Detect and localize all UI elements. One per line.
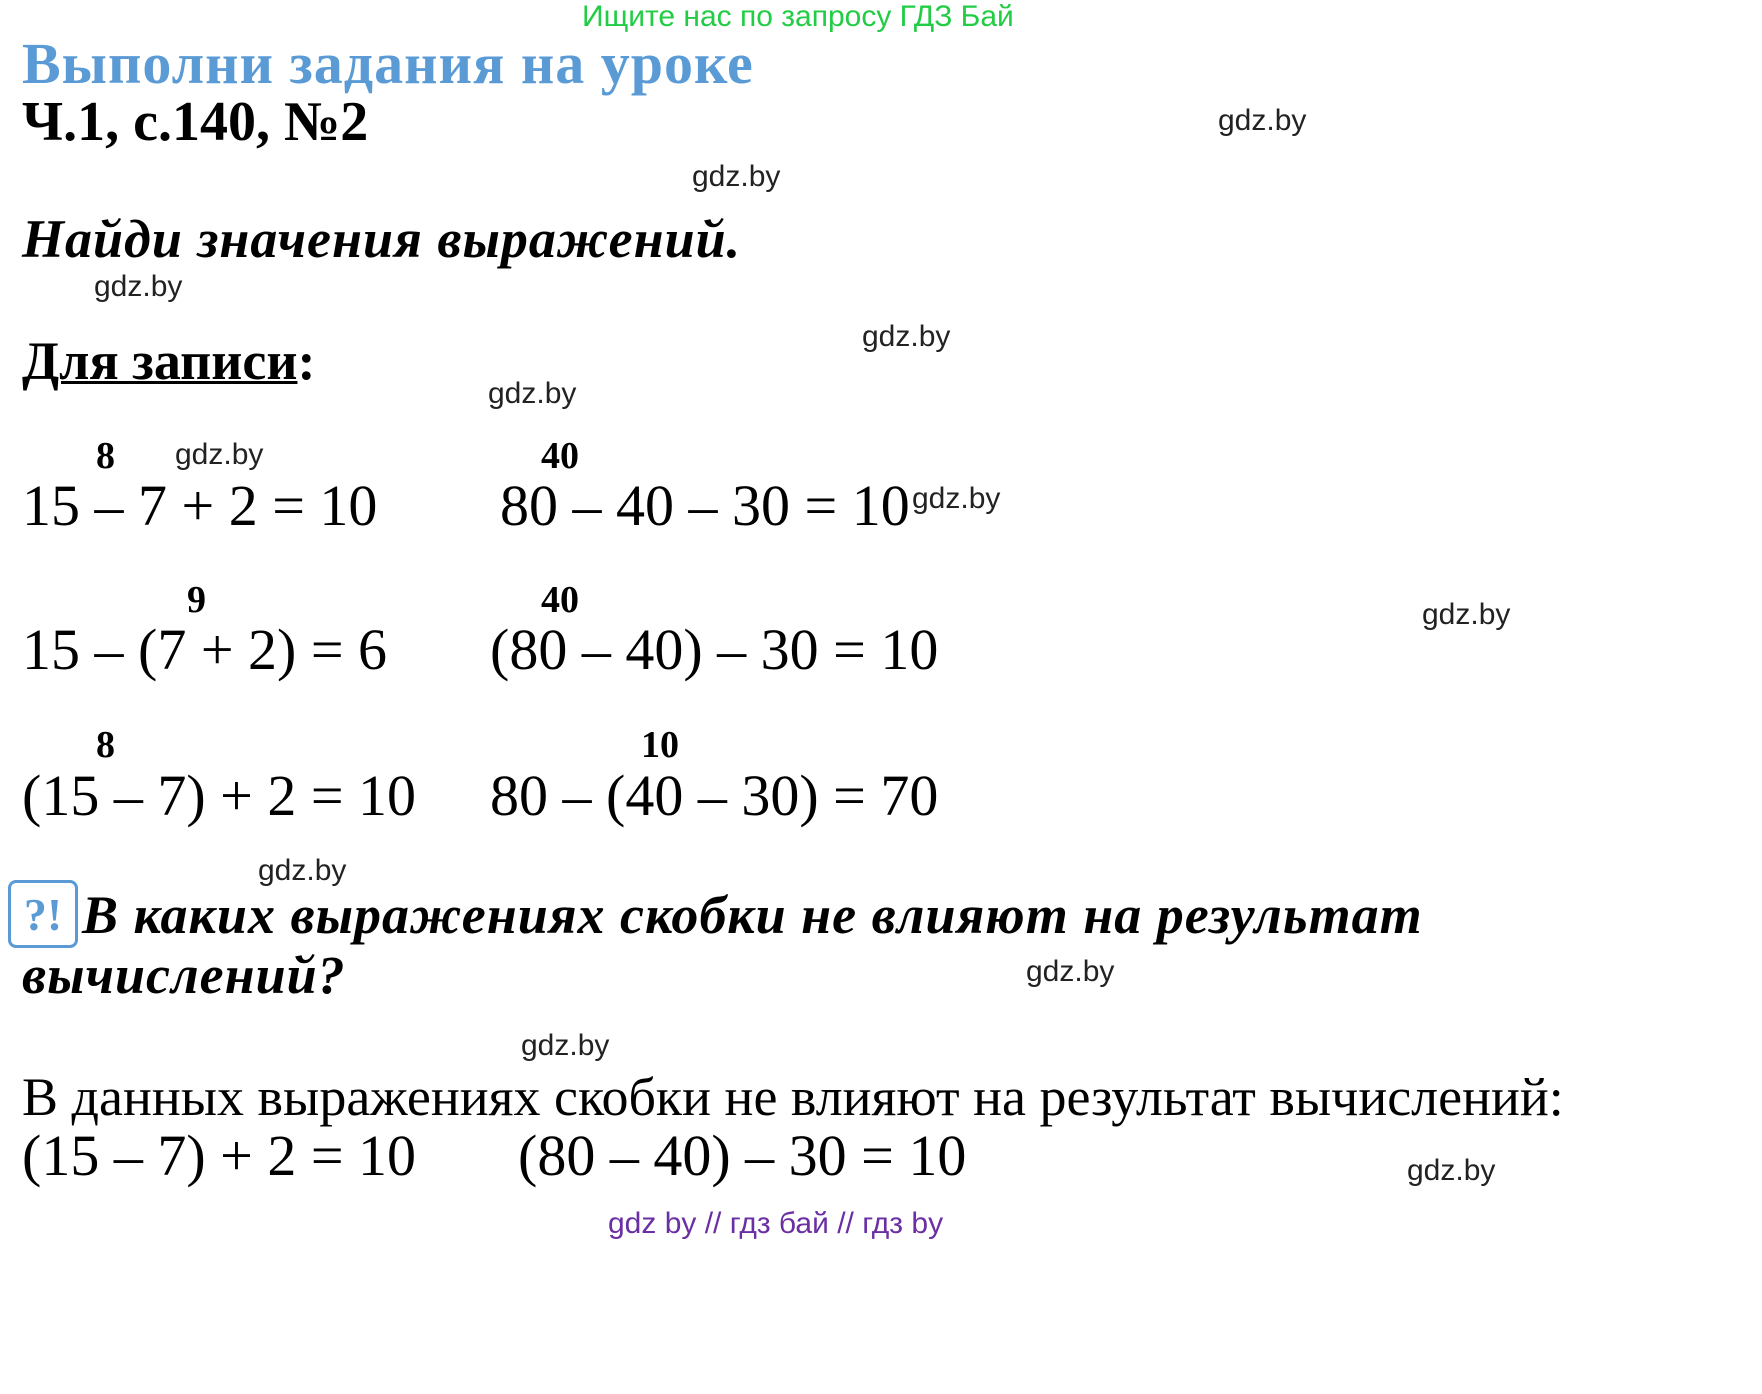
task-text: Найди значения выражений. xyxy=(22,209,742,269)
footer-links: gdz by // гдз бай // гдз by xyxy=(608,1207,944,1240)
answer-text: В данных выражениях скобки не влияют на результат вычислений: xyxy=(22,1067,1564,1127)
page-subtitle: Ч.1, с.140, №2 xyxy=(22,91,369,153)
expression: 80 – 40 – 30 = 10 xyxy=(500,473,910,538)
page-title: Выполни задания на уроке xyxy=(22,31,754,96)
section-heading xyxy=(22,330,315,392)
intermediate-note: 8 xyxy=(96,435,115,477)
watermark: gdz.by xyxy=(1407,1154,1496,1187)
watermark: gdz.by xyxy=(94,270,183,303)
watermark: gdz.by xyxy=(488,377,577,410)
expression: (80 – 40) – 30 = 10 xyxy=(490,617,939,682)
question-line-1: В каких выражениях скобки не влияют на результат xyxy=(82,885,1423,945)
answer-expression: (15 – 7) + 2 = 10 xyxy=(22,1123,417,1188)
watermark: gdz.by xyxy=(521,1029,610,1062)
intermediate-note: 40 xyxy=(541,579,579,621)
intermediate-note: 9 xyxy=(187,579,206,621)
intermediate-note: 40 xyxy=(541,435,579,477)
watermark: gdz.by xyxy=(862,320,951,353)
intermediate-note: 8 xyxy=(96,724,115,766)
expression: 15 – 7 + 2 = 10 xyxy=(22,473,378,538)
search-banner: Ищите нас по запросу ГДЗ Бай xyxy=(582,0,1014,33)
question-line-2: вычислений? xyxy=(22,945,346,1005)
expression: 15 – (7 + 2) = 6 xyxy=(22,617,388,682)
watermark: gdz.by xyxy=(258,854,347,887)
watermark: gdz.by xyxy=(912,482,1001,515)
expression: 80 – (40 – 30) = 70 xyxy=(490,763,939,828)
question-icon xyxy=(8,880,78,948)
watermark: gdz.by xyxy=(1026,955,1115,988)
section-heading-colon: : xyxy=(297,331,316,391)
watermark: gdz.by xyxy=(175,438,264,471)
watermark: gdz.by xyxy=(692,160,781,193)
section-heading-label: Для записи xyxy=(22,331,298,391)
question-icon-label: ?! xyxy=(23,888,63,940)
watermark: gdz.by xyxy=(1422,598,1511,631)
watermark: gdz.by xyxy=(1218,104,1307,137)
answer-expression: (80 – 40) – 30 = 10 xyxy=(518,1123,967,1188)
intermediate-note: 10 xyxy=(641,724,679,766)
expression: (15 – 7) + 2 = 10 xyxy=(22,763,417,828)
